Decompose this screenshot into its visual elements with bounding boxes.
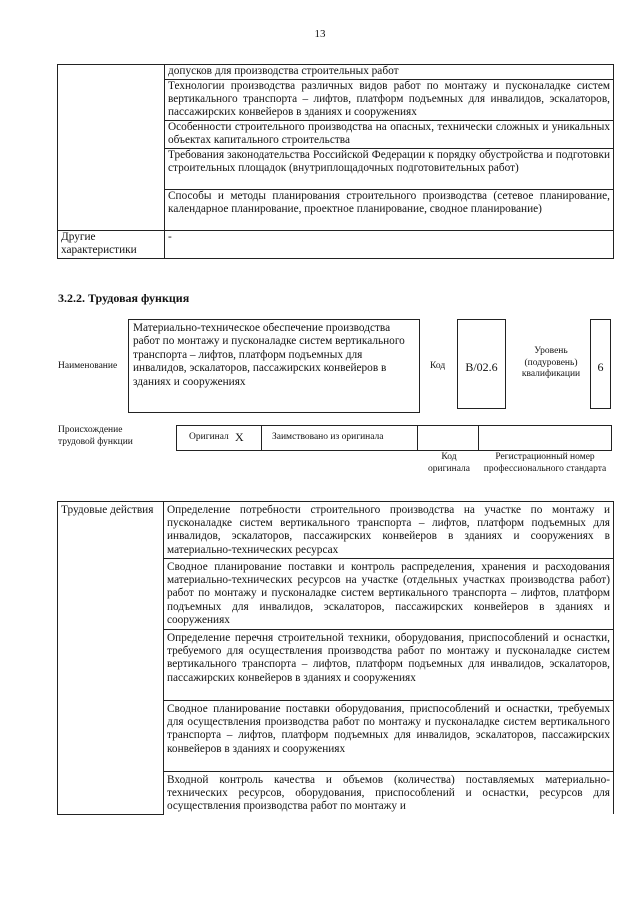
labor-action-item: Определение потребности строительного производства на участке по монтажу и пусконаладке систем вертикального транспорта – лифтов, платформ подъемных для инвалидов, эскалаторов, пассажирских конвейеров в зданиях и сооружениях в материально-технических ресурсах xyxy=(164,502,614,559)
labor-actions-label: Трудовые действия xyxy=(58,502,164,815)
origin-row xyxy=(176,425,612,451)
qualification-level-label: Уровень (подуровень) квалификации xyxy=(521,346,581,379)
code-label: Код xyxy=(430,361,446,371)
other-characteristics-value: - xyxy=(165,231,614,259)
qualification-level-value: 6 xyxy=(597,360,604,374)
labor-action-item: Сводное планирование поставки оборудования, приспособлений и оснастки, требуемых для осуществления производства работ по монтажу и пусконаладке систем вертикального транспорта – лифтов, платформ подъемных для инвалидов, эскалаторов, пассажирских конвейеров в зданиях и сооружениях xyxy=(164,701,614,772)
original-cell xyxy=(177,426,262,450)
borrowed-label: Заимствовано из оригинала xyxy=(272,432,384,442)
function-code-value: B/02.6 xyxy=(465,360,498,374)
origin-label: Происхождение трудовой функции xyxy=(58,425,133,447)
qualification-level-box xyxy=(590,319,611,409)
section-heading: 3.2.2. Трудовая функция xyxy=(58,291,190,305)
labor-actions-table xyxy=(57,501,614,815)
borrowed-cell xyxy=(262,426,418,450)
labor-action-item: Сводное планирование поставки и контроль распределения, хранения и расходования материально-технических ресурсов на участке (отдельных участках производства работ) работ по монтажу и пусконаладке систем вертикального транспорта – лифтов, платформ подъемных для инвалидов, эскалаторов, пассажирских конвейеров в зданиях и сооружениях xyxy=(164,559,614,630)
registration-number-cell xyxy=(479,426,611,450)
original-code-cell xyxy=(418,426,479,450)
knowledge-row: Особенности строительного производства на опасных, технически сложных и уникальных объектах капитального строительства xyxy=(165,121,614,149)
registration-number-caption: Регистрационный номер профессионального стандарта xyxy=(483,452,607,474)
labor-action-item: Входной контроль качества и объемов (количества) поставляемых материально-технических ресурсов, оборудования, приспособлений и оснастки, ресурсов для осуществления производства работ по монтажу и xyxy=(164,772,614,815)
name-label: Наименование xyxy=(58,361,118,371)
knowledge-row: Требования законодательства Российской Федерации к порядку обустройства и подготовки строительных площадок (внутриплощадочных подготовительных работ) xyxy=(165,149,614,190)
function-name-box: Материально-техническое обеспечение производства работ по монтажу и пусконаладке систем вертикального транспорта – лифтов, платформ подъемных для инвалидов, эскалаторов, пассажирских конвейеров в зданиях и сооружениях xyxy=(128,319,420,413)
original-mark: X xyxy=(235,430,244,444)
function-code-box xyxy=(457,319,506,409)
knowledge-row: Способы и методы планирования строительного производства (сетевое планирование, календарное планирование, проектное планирование, сводное планирование) xyxy=(165,190,614,231)
labor-action-item: Определение перечня строительной техники, оборудования, приспособлений и оснастки, требуемого для осуществления производства работ по монтажу и пусконаладке систем вертикального транспорта – лифтов, платформ подъемных для инвалидов, эскалаторов, пассажирских конвейеров в зданиях и сооружениях xyxy=(164,630,614,701)
original-code-caption: Код оригинала xyxy=(428,452,470,474)
knowledge-row: Технологии производства различных видов работ по монтажу и пусконаладке систем вертикального транспорта – лифтов, платформ подъемных для инвалидов, эскалаторов, пассажирских конвейеров в зданиях и сооружениях xyxy=(165,80,614,121)
knowledge-label-cell xyxy=(58,65,165,231)
original-label: Оригинал xyxy=(189,432,229,442)
page-number: 13 xyxy=(314,28,326,40)
knowledge-row: допусков для производства строительных работ xyxy=(165,65,614,80)
other-characteristics-label: Другие характеристики xyxy=(58,231,165,259)
knowledge-table xyxy=(57,64,614,259)
